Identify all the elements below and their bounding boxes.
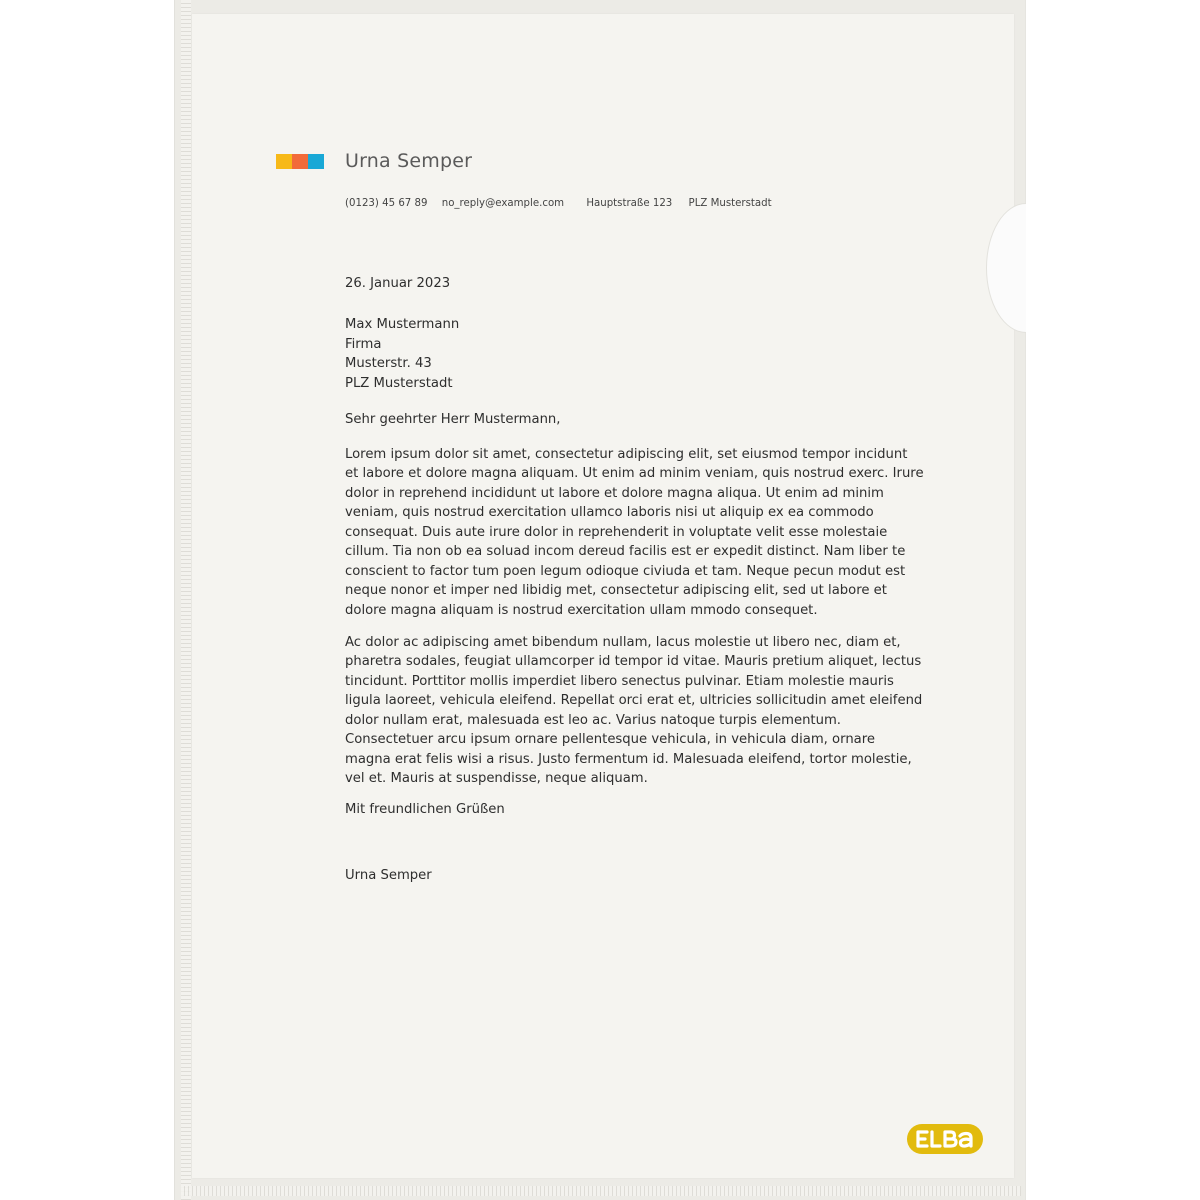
contact-phone: (0123) 45 67 89 <box>345 198 428 209</box>
letter-date: 26. Januar 2023 <box>345 276 451 291</box>
recipient-line: Firma <box>345 336 382 352</box>
sleeve-seam-bottom <box>181 1186 1021 1196</box>
paragraph-line: dolor nullam erat, malesuada est leo ac. Varius natoque turpis elementum. <box>345 712 841 728</box>
paragraph-line: et labore et dolore magna aliquam. Ut enim ad minim veniam, quis nostrud exerc. Irure <box>345 466 924 482</box>
body-paragraph-2 <box>345 633 923 789</box>
contact-city: PLZ Musterstadt <box>688 198 772 209</box>
contact-line <box>345 198 772 209</box>
background-right <box>1026 0 1200 1200</box>
recipient-line: Max Mustermann <box>345 317 460 332</box>
paragraph-line: ligula laoreet, vehicula eleifend. Repellat orci erat et, ultricies sollicitudin amet eleifend <box>345 693 923 709</box>
elba-logo-mark <box>914 1128 976 1150</box>
sleeve-seam-left <box>181 0 191 1200</box>
logo-square-blue <box>308 154 324 169</box>
paragraph-line: veniam, quis nostrud exercitation ullamco laboris nisi ut aliquip ex ea commodo <box>345 505 874 521</box>
logo-square-orange <box>292 154 308 169</box>
paragraph-line: pharetra sodales, feugiat ullamcorper id tempor id vitae. Mauris pretium aliquet, lectus <box>345 654 922 670</box>
paragraph-line: tincidunt. Porttitor mollis imperdiet libero senectus pulvinar. Etiam molestie mauris <box>345 673 894 689</box>
letterhead-logo <box>276 154 324 169</box>
closing-line: Mit freundlichen Grüßen <box>345 802 505 817</box>
paragraph-line: Ac dolor ac adipiscing amet bibendum nullam, lacus molestie ut libero nec, diam et, <box>345 635 901 650</box>
recipient-line: Musterstr. 43 <box>345 356 432 371</box>
paragraph-line: neque nonor et imper ned libidig met, consectetur adipiscing elit, sed ut labore et <box>345 583 887 599</box>
sender-name: Urna Semper <box>345 150 473 172</box>
contact-email: no_reply@example.com <box>441 198 565 209</box>
logo-square-yellow <box>276 154 292 169</box>
elba-logo-icon <box>907 1124 983 1154</box>
paragraph-line: Consectetuer arcu ipsum ornare pellentesque vehicula, in vehicula diam, ornare <box>345 732 875 748</box>
paragraph-line: consequat. Duis aute irure dolor in reprehenderit in voluptate velit esse molestaie <box>345 524 888 540</box>
paragraph-line: Lorem ipsum dolor sit amet, consectetur adipiscing elit, set eiusmod tempor incidunt <box>345 447 908 462</box>
recipient-line: PLZ Musterstadt <box>345 375 453 391</box>
paragraph-line: magna erat felis wisi a risus. Justo fermentum id. Malesuada eleifend, tortor molestie, <box>345 751 912 767</box>
paragraph-line: dolore magna aliquam is nostrud exercitation ullam mmodo consequet. <box>345 602 818 618</box>
paragraph-line: dolor in reprehend incididunt ut labore et dolore magna aliqua. Ut enim ad minim <box>345 485 884 501</box>
contact-street: Hauptstraße 123 <box>586 198 673 209</box>
salutation: Sehr geehrter Herr Mustermann, <box>345 412 561 427</box>
signature-name: Urna Semper <box>345 868 432 883</box>
recipient-address <box>345 315 459 393</box>
paragraph-line: conscient to factor tum poen legum odioque civiuda et tam. Neque pecun modut est <box>345 563 906 579</box>
paragraph-line: vel et. Mauris at suspendisse, neque aliquam. <box>345 771 648 787</box>
body-paragraph-1 <box>345 445 924 620</box>
paragraph-line: cillum. Tia non ob ea soluad incom dereud facilis est er expedit distinct. Nam liber te <box>345 544 906 560</box>
